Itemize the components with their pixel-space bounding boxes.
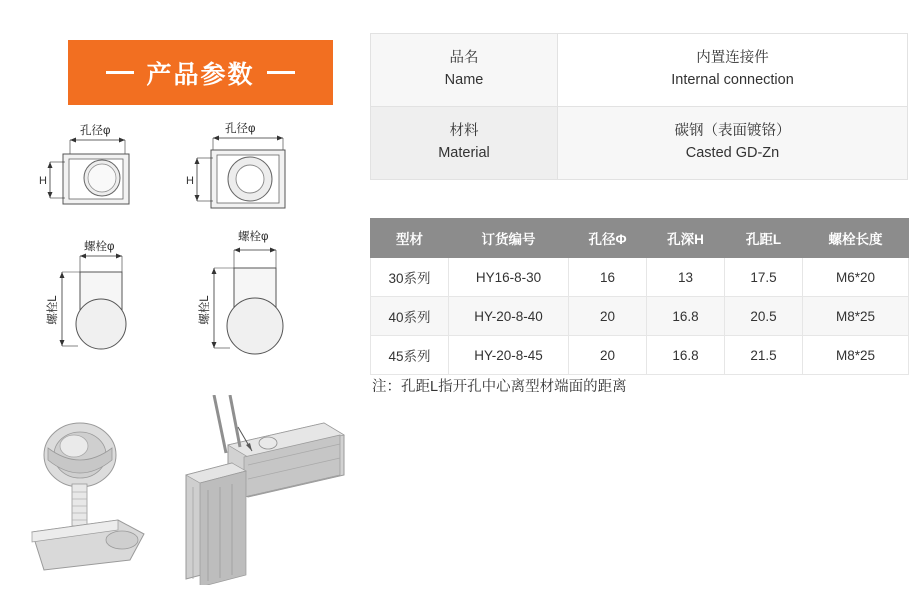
param-header-order-number: 订货编号 xyxy=(449,219,569,258)
param-cell: HY-20-8-45 xyxy=(449,336,569,375)
banner-title: 产品参数 xyxy=(146,60,255,89)
drawing-4-svg xyxy=(168,218,333,358)
spec-value-material xyxy=(558,107,908,180)
param-cell: 20.5 xyxy=(725,297,803,336)
spec-value-name xyxy=(558,34,908,107)
drawing-bolt-ball-large xyxy=(168,218,333,358)
table-row xyxy=(371,336,909,375)
param-cell: HY16-8-30 xyxy=(449,258,569,297)
spec-label-material-en: Material xyxy=(438,145,490,161)
product-photo-1-svg xyxy=(18,400,158,580)
drawing-1-side-label: H xyxy=(39,175,47,187)
drawing-1-top-label: 孔径φ xyxy=(80,125,111,137)
param-cell: HY-20-8-40 xyxy=(449,297,569,336)
drawing-2-svg xyxy=(175,100,335,215)
param-cell: 16.8 xyxy=(647,336,725,375)
param-cell: 16.8 xyxy=(647,297,725,336)
table-row xyxy=(371,258,909,297)
spec-value-material-cn: 碳钢（表面镀铬） xyxy=(674,123,791,140)
drawing-2-side-label: H xyxy=(186,175,194,187)
product-parameters-banner xyxy=(68,40,333,105)
param-cell: 20 xyxy=(569,297,647,336)
banner-dash-right-icon xyxy=(267,71,295,74)
parameter-table xyxy=(370,218,909,375)
table-row xyxy=(371,34,908,107)
spec-value-name-en: Internal connection xyxy=(671,72,794,88)
drawing-square-block-hole-large xyxy=(175,100,335,215)
specification-table xyxy=(370,33,908,180)
drawing-3-side-label: 螺栓L xyxy=(47,295,59,325)
param-header-bolt-length: 螺栓长度 xyxy=(803,219,909,258)
param-cell: M8*25 xyxy=(803,297,909,336)
param-cell: M8*25 xyxy=(803,336,909,375)
table-row xyxy=(371,297,909,336)
left-column xyxy=(0,0,360,594)
spec-label-name-cn: 品名 xyxy=(449,50,479,67)
param-header-hole-depth: 孔深H xyxy=(647,219,725,258)
param-cell: 16 xyxy=(569,258,647,297)
spec-value-material-en: Casted GD-Zn xyxy=(685,145,780,161)
param-cell: 21.5 xyxy=(725,336,803,375)
param-header-hole-diameter: 孔径Φ xyxy=(569,219,647,258)
product-photo-2-svg xyxy=(168,395,353,585)
table-row xyxy=(371,107,908,180)
drawing-bolt-ball xyxy=(18,228,173,358)
banner-dash-left-icon xyxy=(106,71,134,74)
right-column xyxy=(360,0,920,594)
table-note: 注：孔距L指开孔中心离型材端面的距离 xyxy=(372,379,627,395)
spec-label-name xyxy=(371,34,558,107)
drawing-1-svg xyxy=(20,110,170,210)
param-cell: 45系列 xyxy=(371,336,449,375)
param-cell: 20 xyxy=(569,336,647,375)
drawing-2-top-label: 孔径φ xyxy=(225,123,256,135)
product-photo-extrusion xyxy=(168,395,353,585)
param-cell: 40系列 xyxy=(371,297,449,336)
param-cell: 13 xyxy=(647,258,725,297)
drawing-4-side-label: 螺栓L xyxy=(199,295,211,325)
banner-inner xyxy=(106,55,294,91)
spec-label-name-en: Name xyxy=(444,72,484,88)
spec-value-name-cn: 内置连接件 xyxy=(696,50,769,67)
param-cell: 17.5 xyxy=(725,258,803,297)
product-photo-connector xyxy=(18,400,158,580)
param-cell: 30系列 xyxy=(371,258,449,297)
drawing-square-block-hole xyxy=(20,110,170,210)
param-header-hole-distance: 孔距L xyxy=(725,219,803,258)
parameter-table-header-row xyxy=(371,219,909,258)
spec-label-material-cn: 材料 xyxy=(449,123,479,140)
param-cell: M6*20 xyxy=(803,258,909,297)
spec-label-material xyxy=(371,107,558,180)
param-header-profile: 型材 xyxy=(371,219,449,258)
drawing-3-svg xyxy=(18,228,173,358)
drawing-3-top-label: 螺栓φ xyxy=(84,241,115,253)
drawing-4-top-label: 螺栓φ xyxy=(238,231,269,243)
